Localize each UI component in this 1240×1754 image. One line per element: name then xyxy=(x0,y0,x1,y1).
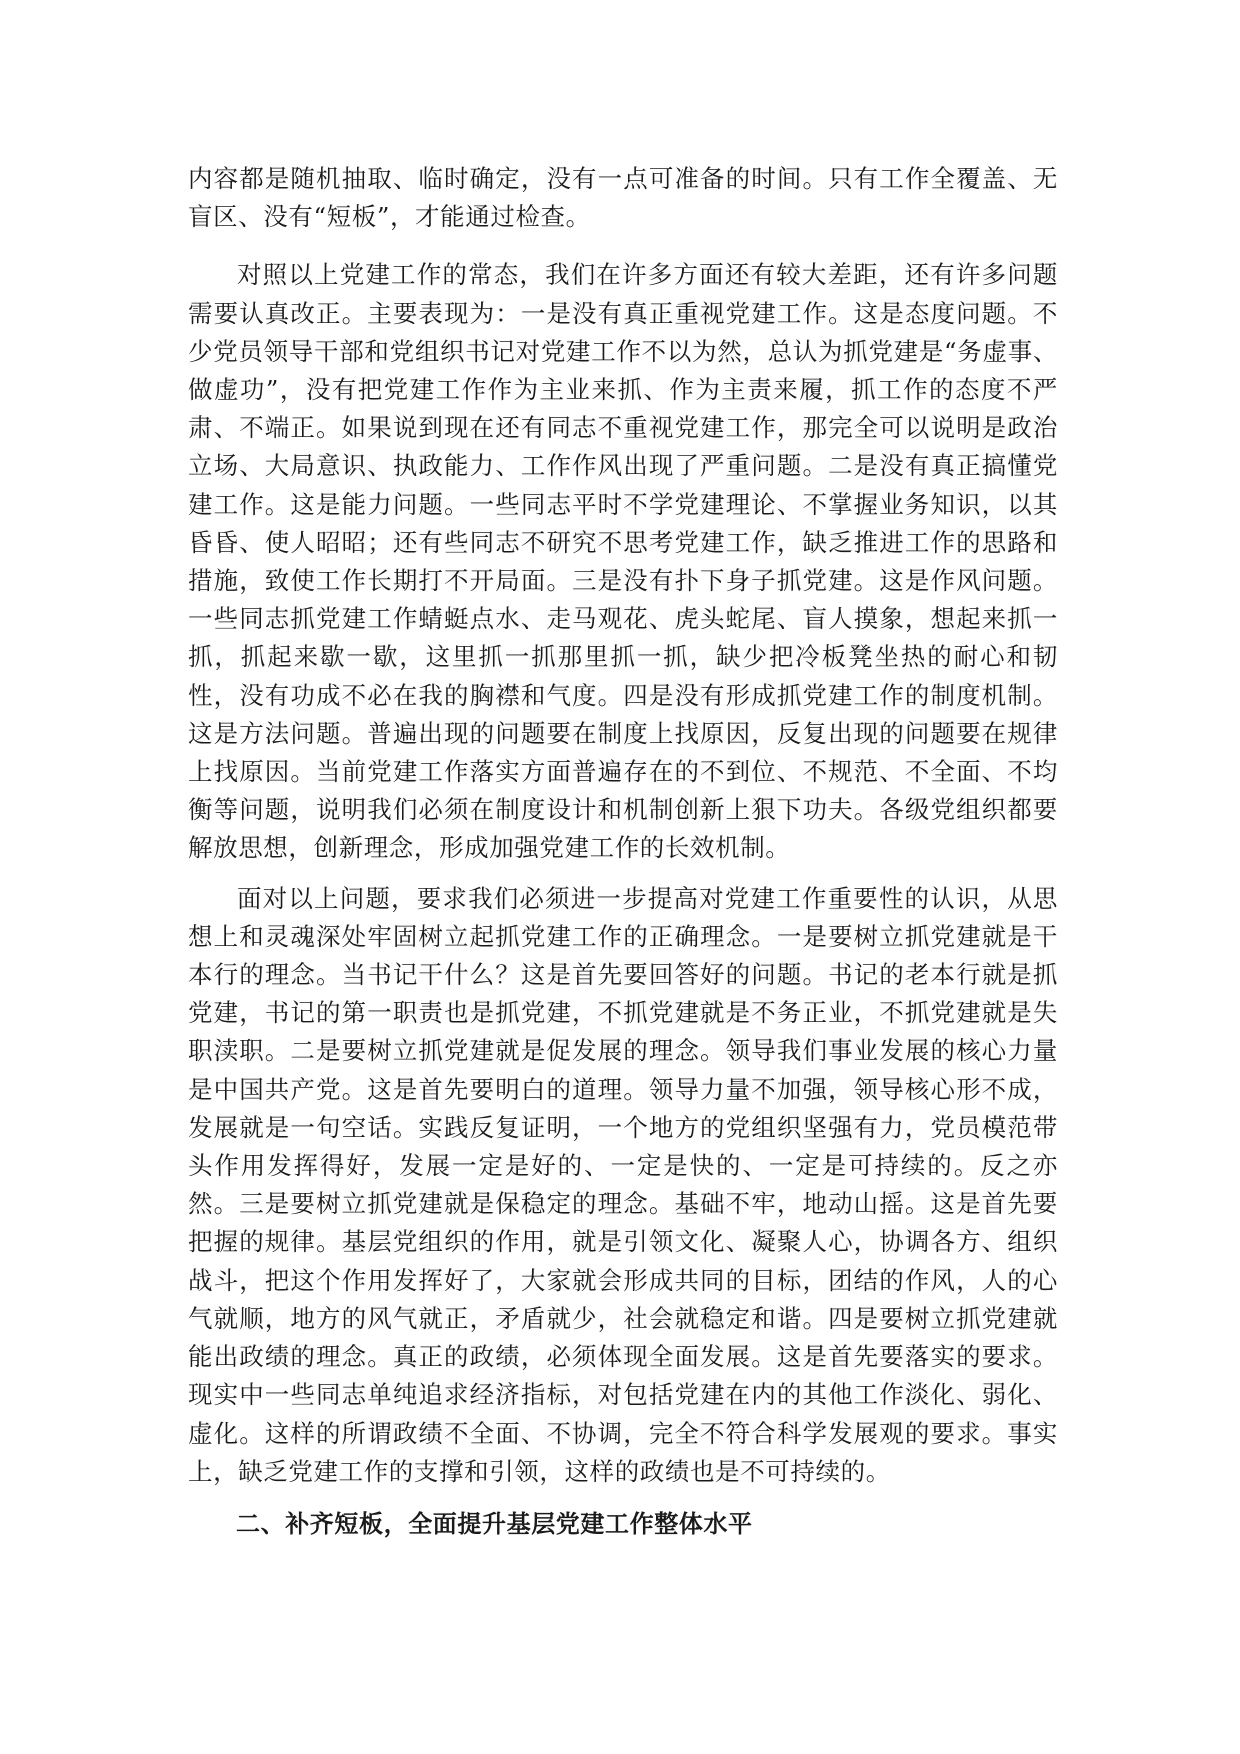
section-heading: 二、补齐短板，全面提升基层党建工作整体水平 xyxy=(236,1509,753,1538)
paragraph-continuation: 内容都是随机抽取、临时确定，没有一点可准备的时间。只有工作全覆盖、无盲区、没有“短板”，才能通过检查。 xyxy=(188,164,1058,232)
document-body xyxy=(188,160,1058,1543)
paragraph-concepts: 面对以上问题，要求我们必须进一步提高对党建工作重要性的认识，从思想上和灵魂深处牢固树立起抓党建工作的正确理念。一是要树立抓党建就是干本行的理念。当书记干什么？这是首先要回答好的问题。书记的老本行就是抓党建，书记的第一职责也是抓党建，不抓党建就是不务正业，不抓党建就是失职渎职。二是要树立抓党建就是促发展的理念。领导我们事业发展的核心力量是中国共产党。这是首先要明白的道理。领导力量不加强，领导核心形不成，发展就是一句空话。实践反复证明，一个地方的党组织坚强有力，党员模范带头作用发挥得好，发展一定是好的、一定是快的、一定是可持续的。反之亦然。三是要树立抓党建就是保稳定的理念。基础不牢，地动山摇。这是首先要把握的规律。基层党组织的作用，就是引领文化、凝聚人心，协调各方、组织战斗，把这个作用发挥好了，大家就会形成共同的目标，团结的作风，人的心气就顺，地方的风气就正，矛盾就少，社会就稳定和谐。四是要树立抓党建就能出政绩的理念。真正的政绩，必须体现全面发展。这是首先要落实的要求。现实中一些同志单纯追求经济指标，对包括党建在内的其他工作淡化、弱化、虚化。这样的所谓政绩不全面、不协调，完全不符合科学发展观的要求。事实上，缺乏党建工作的支撑和引领，这样的政绩也是不可持续的。 xyxy=(188,883,1058,1486)
paragraph-gaps: 对照以上党建工作的常态，我们在许多方面还有较大差距，还有许多问题需要认真改正。主要表现为：一是没有真正重视党建工作。这是态度问题。不少党员领导干部和党组织书记对党建工作不以为然，总认为抓党建是“务虚事、做虚功”，没有把党建工作作为主业来抓、作为主责来履，抓工作的态度不严肃、不端正。如果说到现在还有同志不重视党建工作，那完全可以说明是政治立场、大局意识、执政能力、工作作风出现了严重问题。二是没有真正搞懂党建工作。这是能力问题。一些同志平时不学党建理论、不掌握业务知识，以其昏昏、使人昭昭；还有些同志不研究不思考党建工作，缺乏推进工作的思路和措施，致使工作长期打不开局面。三是没有扑下身子抓党建。这是作风问题。一些同志抓党建工作蜻蜓点水、走马观花、虎头蛇尾、盲人摸象，想起来抓一抓，抓起来歇一歇，这里抓一抓那里抓一抓，缺少把冷板凳坐热的耐心和韧性，没有功成不必在我的胸襟和气度。四是没有形成抓党建工作的制度机制。这是方法问题。普遍出现的问题要在制度上找原因，反复出现的问题要在规律上找原因。当前党建工作落实方面普遍存在的不到位、不规范、不全面、不均衡等问题，说明我们必须在制度设计和机制创新上狠下功夫。各级党组织都要解放思想，创新理念，形成加强党建工作的长效机制。 xyxy=(188,260,1058,863)
